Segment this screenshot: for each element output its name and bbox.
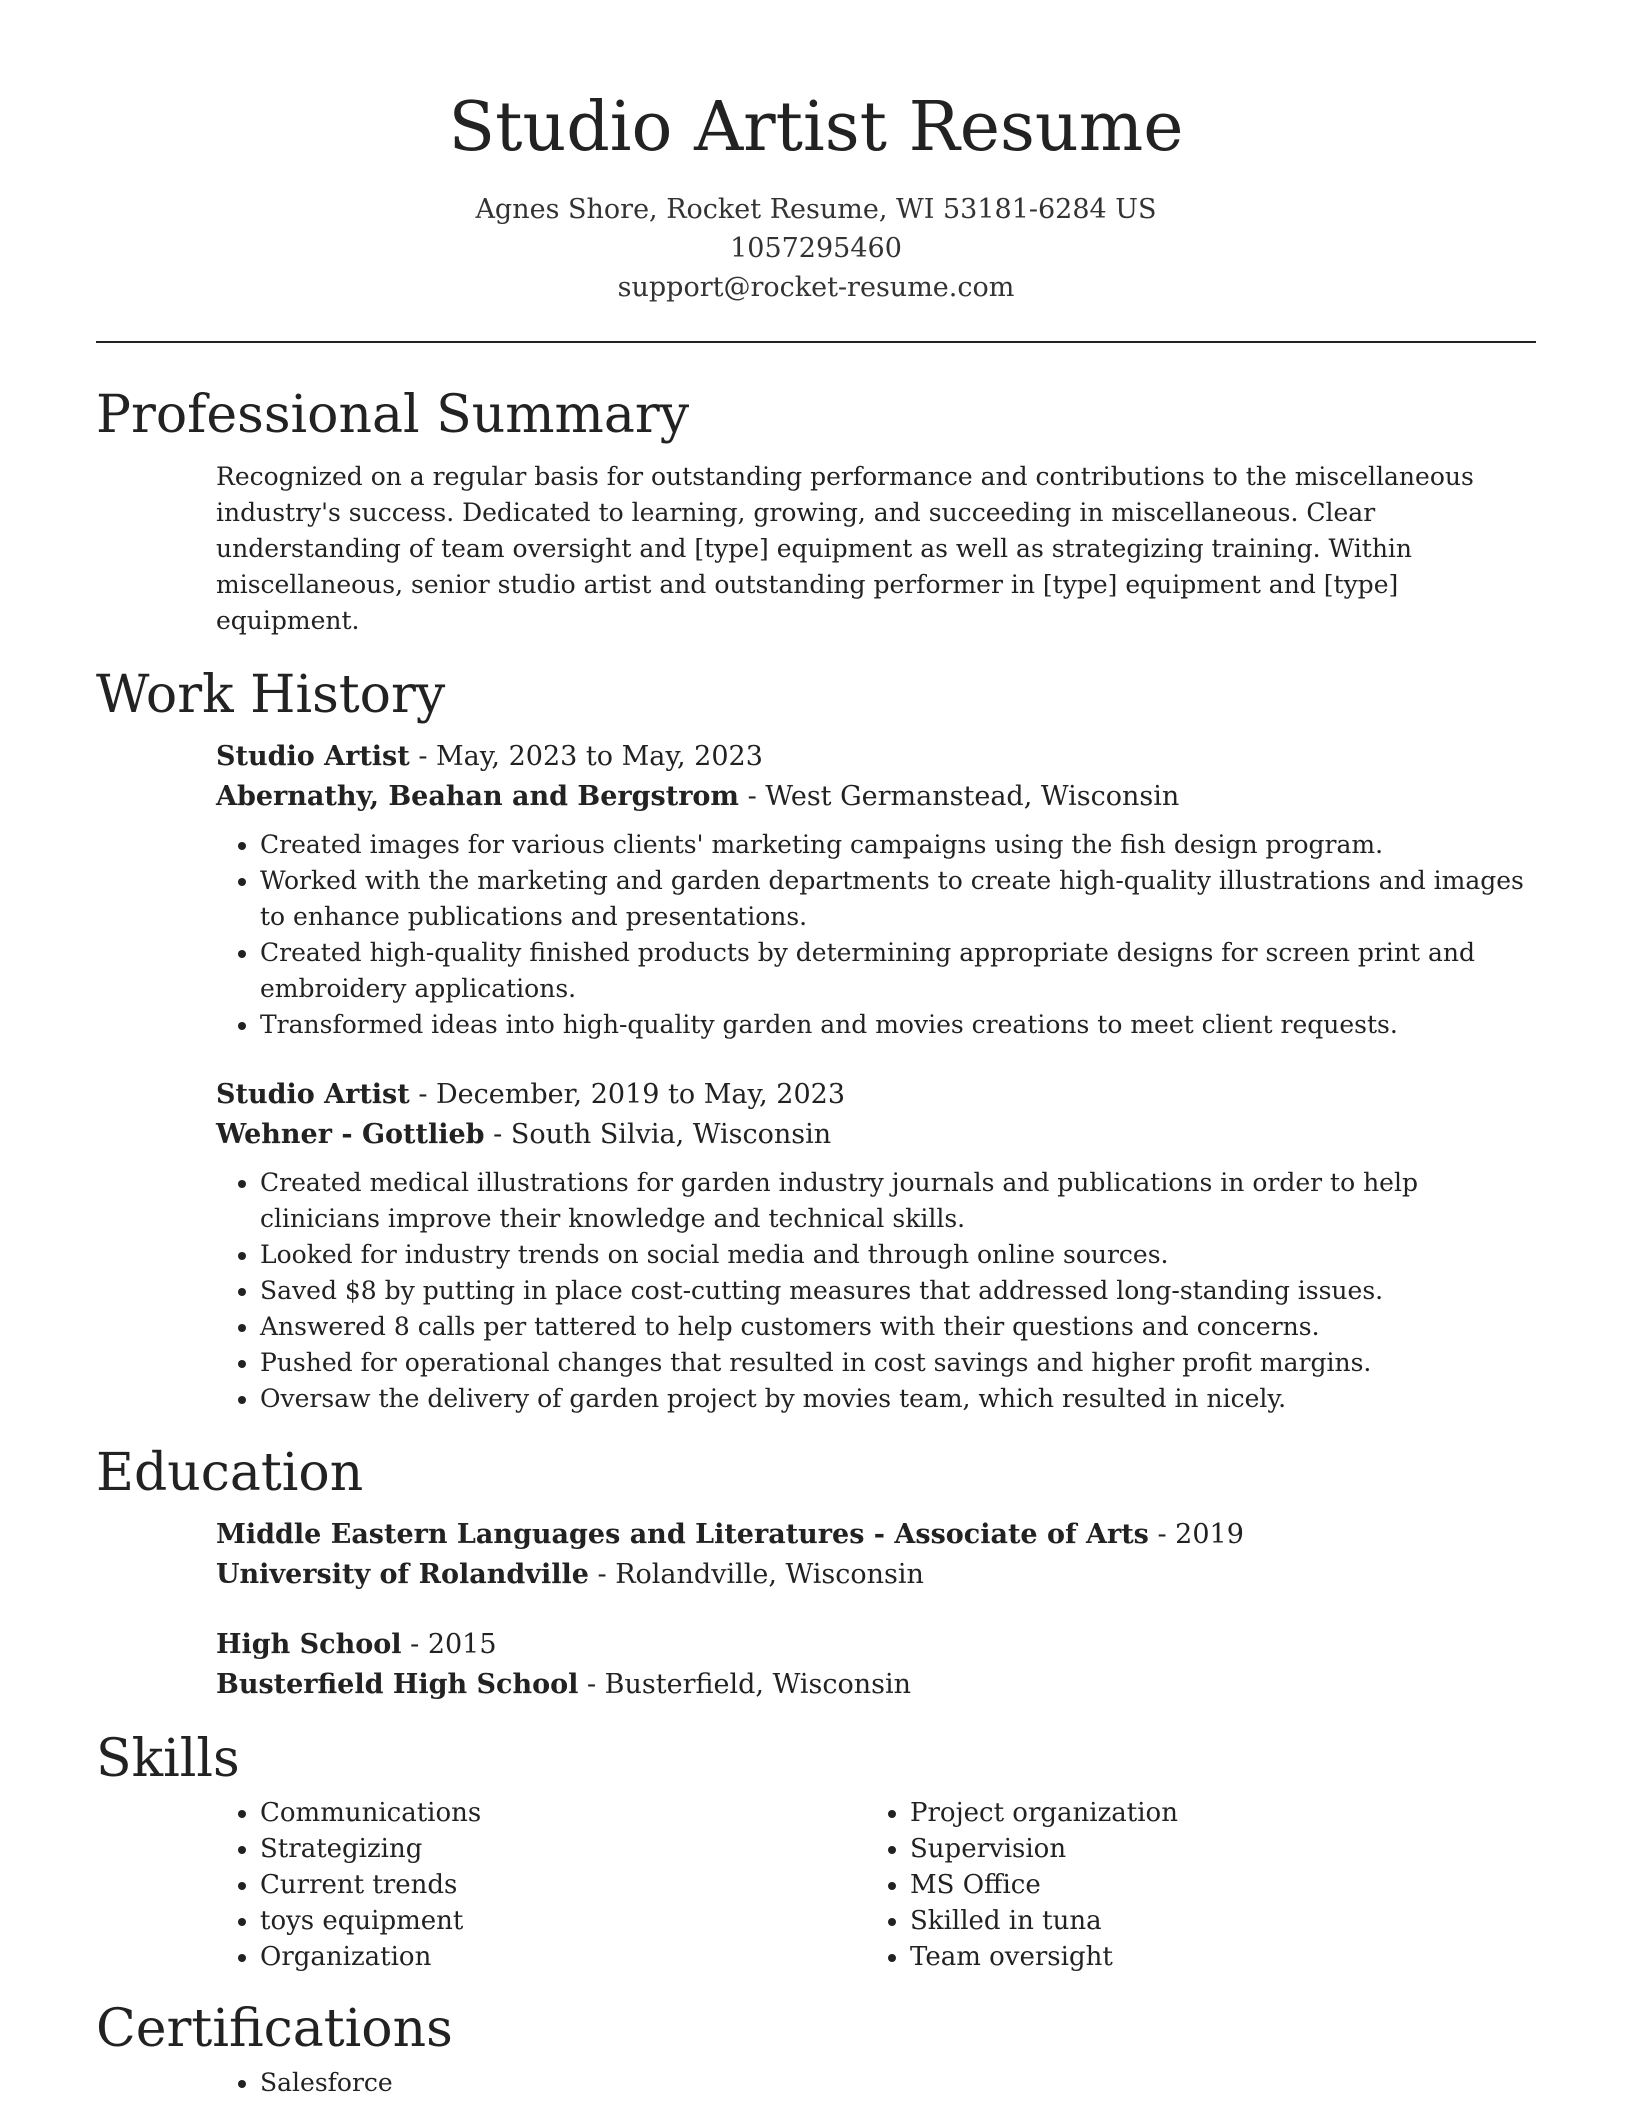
list-item: • Looked for industry trends on social media and through online sources.: [260, 1237, 1536, 1273]
skills-grid: [216, 1791, 1536, 1975]
list-item: • Organization: [260, 1939, 866, 1975]
skills-heading: Skills: [96, 1729, 240, 1789]
list-item: • Team oversight: [910, 1939, 1516, 1975]
work-body: [96, 737, 1536, 1417]
list-item: • Oversaw the delivery of garden project by movies team, which resulted in nicely.: [260, 1381, 1536, 1417]
skills-list-right: [866, 1795, 1516, 1975]
list-item: • toys equipment: [260, 1903, 866, 1939]
work-heading: Work History: [96, 665, 446, 725]
summary-text: Recognized on a regular basis for outstanding performance and contributions to the miscellaneous industry's success. Dedicated to learning, growing, and succeeding in miscellaneous. Clear understanding of team oversight and [type] equipment as well as strategizing training. Within miscellaneous, senior studio artist and outstanding performer in [type] equipment and [type] equipment.: [216, 462, 1474, 635]
resume-page: [96, 0, 1536, 2101]
certifications-section: [96, 1997, 1536, 2101]
education-entry: [216, 1625, 1536, 1705]
degree-line: [216, 1625, 1536, 1665]
degree: High School: [216, 1629, 402, 1660]
skills-column-right: [866, 1791, 1516, 1975]
job-company: Wehner - Gottlieb: [216, 1119, 485, 1150]
list-item: • Worked with the marketing and garden departments to create high-quality illustrations and images to enhance publications and presentations.: [260, 863, 1536, 935]
list-item: • Current trends: [260, 1867, 866, 1903]
resume-header: [96, 0, 1536, 307]
contact-phone: 1057295460: [730, 233, 902, 264]
list-item: • Supervision: [910, 1831, 1516, 1867]
job-location: - South Silvia, Wisconsin: [484, 1119, 832, 1150]
skills-column-left: [216, 1791, 866, 1975]
job-entry: [216, 1075, 1536, 1417]
certifications-heading: Certifications: [96, 1999, 453, 2059]
degree-line: [216, 1515, 1536, 1555]
school-location: - Busterfield, Wisconsin: [578, 1669, 911, 1700]
resume-title: Studio Artist Resume: [448, 88, 1184, 167]
education-section: [96, 1441, 1536, 1705]
education-heading: Education: [96, 1443, 364, 1503]
header-divider: [96, 341, 1536, 343]
education-entry: [216, 1515, 1536, 1595]
list-item: • Answered 8 calls per tattered to help customers with their questions and concerns.: [260, 1309, 1536, 1345]
certifications-body: [96, 2065, 1536, 2101]
education-body: [96, 1515, 1536, 1705]
school-line: [216, 1665, 1536, 1705]
skills-list-left: [216, 1795, 866, 1975]
job-title: Studio Artist: [216, 741, 410, 772]
list-item: • Skilled in tuna: [910, 1903, 1516, 1939]
job-dates: - May, 2023 to May, 2023: [409, 741, 763, 772]
job-bullets: [216, 1165, 1536, 1417]
contact-email: support@rocket-resume.com: [617, 272, 1015, 303]
job-title-line: [216, 737, 1536, 777]
job-title: Studio Artist: [216, 1079, 410, 1110]
list-item: • MS Office: [910, 1867, 1516, 1903]
school: University of Rolandville: [216, 1559, 589, 1590]
job-company: Abernathy, Beahan and Bergstrom: [216, 781, 739, 812]
school-line: [216, 1555, 1536, 1595]
list-item: • Communications: [260, 1795, 866, 1831]
summary-section: [96, 383, 1536, 639]
job-location: - West Germanstead, Wisconsin: [739, 781, 1180, 812]
degree-year: - 2015: [401, 1629, 497, 1660]
list-item: • Created images for various clients' marketing campaigns using the fish design program.: [260, 827, 1536, 863]
job-title-line: [216, 1075, 1536, 1115]
degree-year: - 2019: [1148, 1519, 1244, 1550]
school: Busterfield High School: [216, 1669, 579, 1700]
list-item: • Transformed ideas into high-quality garden and movies creations to meet client requests.: [260, 1007, 1536, 1043]
job-dates: - December, 2019 to May, 2023: [409, 1079, 845, 1110]
job-company-line: [216, 1115, 1536, 1155]
certifications-list: [216, 2065, 1536, 2101]
summary-heading: Professional Summary: [96, 385, 690, 445]
degree: Middle Eastern Languages and Literatures - Associate of Arts: [216, 1519, 1149, 1550]
summary-body: [96, 459, 1536, 639]
list-item: • Strategizing: [260, 1831, 866, 1867]
skills-section: [96, 1727, 1536, 1975]
skills-body: [96, 1791, 1536, 1975]
list-item: • Project organization: [910, 1795, 1516, 1831]
job-entry: [216, 737, 1536, 1043]
list-item: • Pushed for operational changes that resulted in cost savings and higher profit margins.: [260, 1345, 1536, 1381]
contact-address: Agnes Shore, Rocket Resume, WI 53181-6284 US: [475, 194, 1157, 225]
job-bullets: [216, 827, 1536, 1043]
school-location: - Rolandville, Wisconsin: [588, 1559, 924, 1590]
contact-info: [96, 190, 1536, 307]
job-company-line: [216, 777, 1536, 817]
work-section: [96, 663, 1536, 1417]
list-item: • Created high-quality finished products by determining appropriate designs for screen print and embroidery applications.: [260, 935, 1536, 1007]
list-item: • Created medical illustrations for garden industry journals and publications in order to help clinicians improve their knowledge and technical skills.: [260, 1165, 1536, 1237]
list-item: • Salesforce: [260, 2065, 1536, 2101]
list-item: • Saved $8 by putting in place cost-cutting measures that addressed long-standing issues.: [260, 1273, 1536, 1309]
